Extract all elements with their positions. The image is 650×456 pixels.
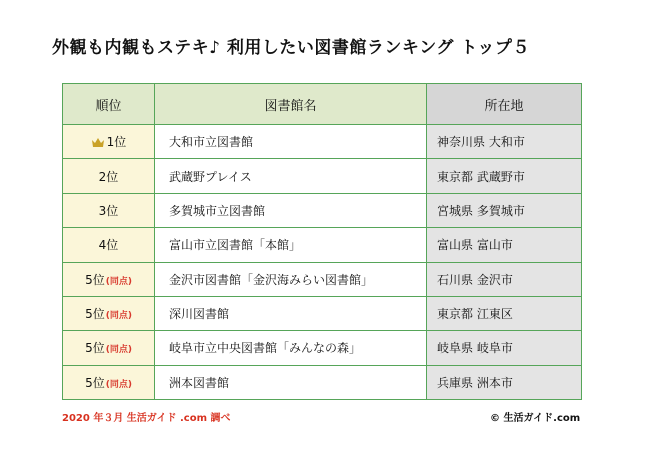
rank-cell — [63, 125, 155, 159]
rank-label: 1位 — [106, 135, 127, 150]
source-note: 2020 年３月 生活ガイド .com 調べ — [62, 413, 231, 424]
library-location: 東京都 武蔵野市 — [427, 159, 582, 193]
library-name: 富山市立図書館「本館」 — [155, 228, 427, 262]
column-header-location: 所在地 — [427, 84, 582, 125]
library-name: 多賀城市立図書館 — [155, 193, 427, 227]
library-location: 神奈川県 大和市 — [427, 125, 582, 159]
library-name: 大和市立図書館 — [155, 125, 427, 159]
rank-label: 5位 — [85, 341, 105, 356]
tie-label: (同点) — [105, 311, 132, 322]
tie-label: (同点) — [105, 379, 132, 390]
ranking-table — [62, 83, 582, 400]
rank-label: 5位 — [85, 307, 105, 322]
table-row — [63, 125, 582, 159]
library-location: 東京都 江東区 — [427, 296, 582, 330]
rank-label: 5位 — [85, 375, 105, 390]
library-location: 石川県 金沢市 — [427, 262, 582, 296]
library-name: 岐阜市立中央図書館「みんなの森」 — [155, 331, 427, 365]
rank-cell — [63, 296, 155, 330]
library-name: 洲本図書館 — [155, 365, 427, 399]
library-location: 兵庫県 洲本市 — [427, 365, 582, 399]
copyright-note: © 生活ガイド.com — [490, 413, 581, 424]
column-header-name: 図書館名 — [155, 84, 427, 125]
table-row — [63, 159, 582, 193]
rank-label: 2位 — [98, 169, 119, 184]
rank-label: 5位 — [85, 272, 105, 287]
table-row — [63, 296, 582, 330]
rank-label: 4位 — [98, 238, 119, 253]
library-name: 金沢市図書館「金沢海みらい図書館」 — [155, 262, 427, 296]
table-row — [63, 331, 582, 365]
rank-cell — [63, 331, 155, 365]
tie-label: (同点) — [105, 276, 132, 287]
table-row — [63, 193, 582, 227]
rank-cell — [63, 159, 155, 193]
library-name: 深川図書館 — [155, 296, 427, 330]
table-header-row — [63, 84, 582, 125]
rank-label: 3位 — [98, 203, 119, 218]
tie-label: (同点) — [105, 345, 132, 356]
rank-cell — [63, 228, 155, 262]
crown-icon — [91, 137, 105, 148]
rank-cell — [63, 365, 155, 399]
table-row — [63, 262, 582, 296]
library-name: 武蔵野プレイス — [155, 159, 427, 193]
table-row — [63, 228, 582, 262]
rank-cell — [63, 262, 155, 296]
library-location: 富山県 富山市 — [427, 228, 582, 262]
rank-cell — [63, 193, 155, 227]
table-row — [63, 365, 582, 399]
column-header-rank: 順位 — [63, 84, 155, 125]
library-location: 岐阜県 岐阜市 — [427, 331, 582, 365]
library-location: 宮城県 多賀城市 — [427, 193, 582, 227]
page-title: 外観も内観もステキ♪ 利用したい図書館ランキング トップ５ — [52, 38, 530, 58]
